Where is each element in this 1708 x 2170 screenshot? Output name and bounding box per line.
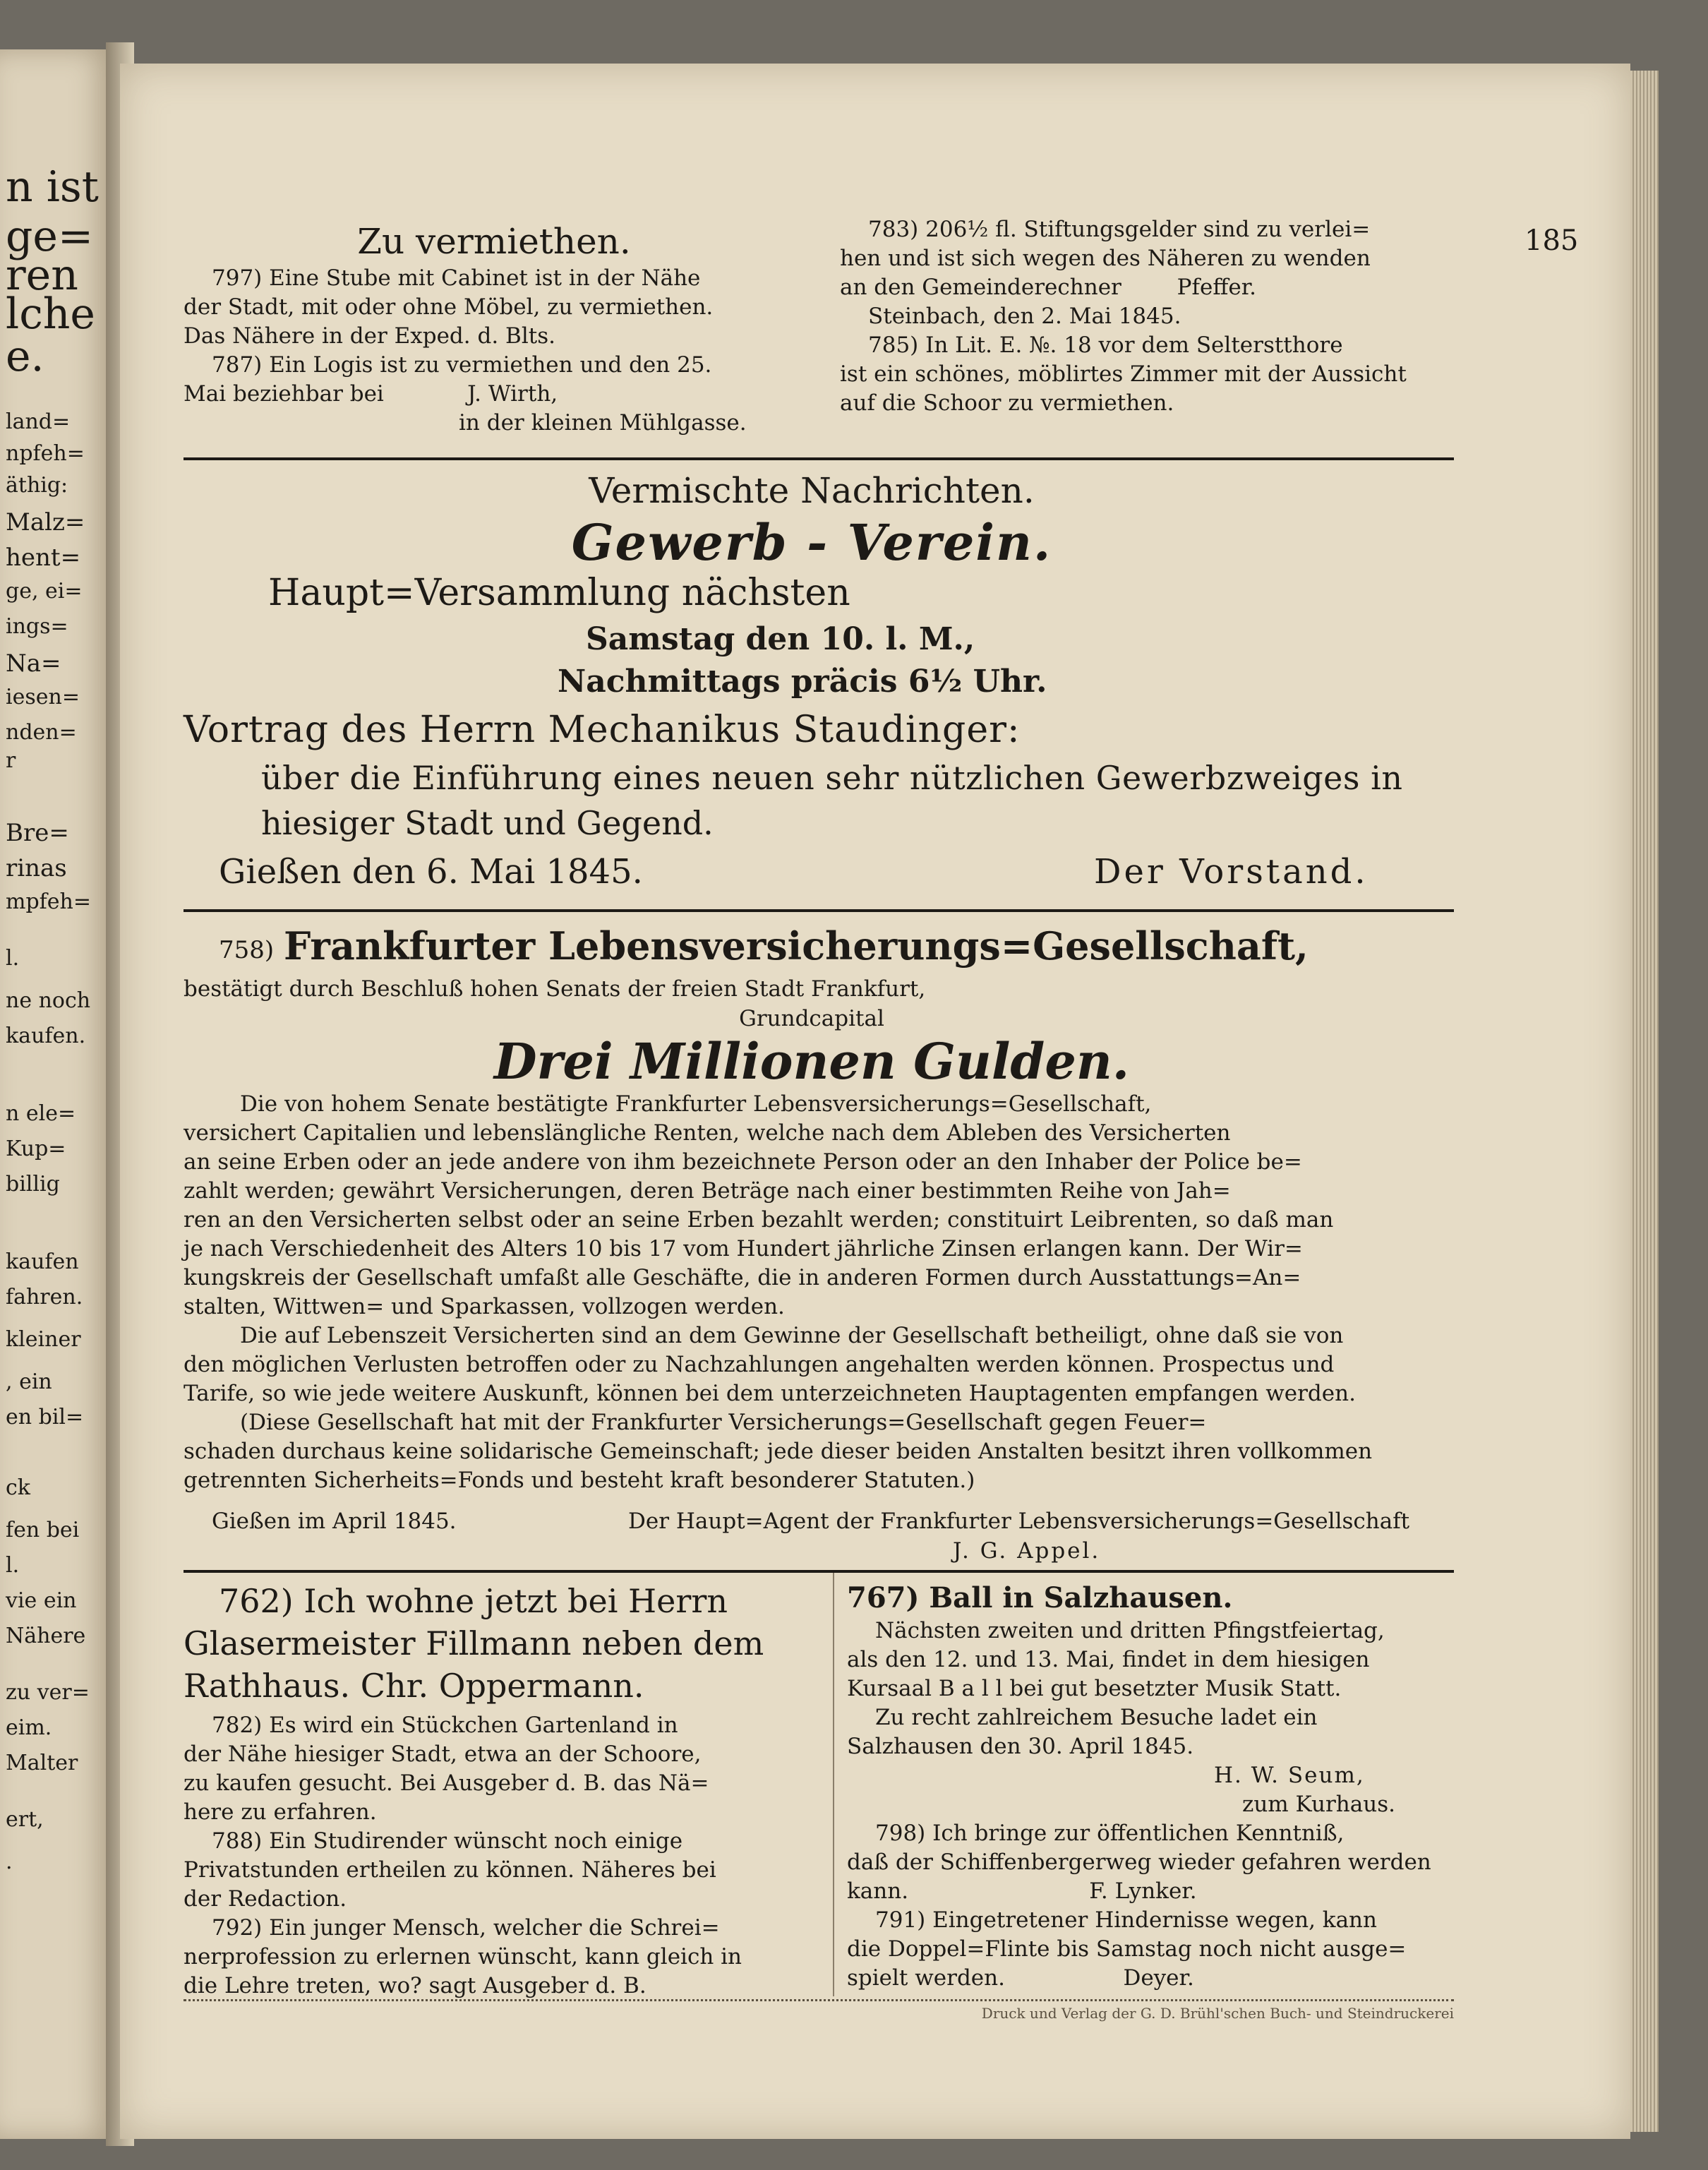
ad-line: 792) Ein junger Mensch, welcher die Schrei= (212, 1915, 720, 1941)
ad-line: Kursaal B a l l bei gut besetzter Musik Statt. (847, 1676, 1342, 1701)
left-page-fragment: ne noch (6, 988, 91, 1013)
insurance-body (184, 1090, 1454, 1495)
left-page-fragment: nden= (6, 720, 77, 745)
left-page-fragment: Bre= (6, 819, 69, 847)
ad-line: 785) In Lit. E. №. 18 vor dem Selterstthore (868, 332, 1343, 358)
insurance-body-line: stalten, Wittwen= und Sparkassen, vollzogen werden. (184, 1294, 785, 1319)
imprint-footer: Druck und Verlag der G. D. Brühl'schen Buch- und Steindruckerei (184, 1999, 1454, 2022)
ad-line: Rathhaus. Chr. Oppermann. (184, 1667, 644, 1705)
left-page-fragment: mpfeh= (6, 889, 91, 914)
left-page-fragment: kaufen (6, 1249, 79, 1274)
divider-rule (184, 1570, 1454, 1573)
ad-798 (847, 1819, 1468, 1906)
bottom-left-column (184, 1580, 819, 2001)
left-page-fragment: npfeh= (6, 441, 85, 466)
ad-line: 762) Ich wohne jetzt bei Herrn (219, 1582, 728, 1620)
ad-797 (184, 264, 889, 351)
insurance-sign-date: Gießen im April 1845. (212, 1509, 457, 1534)
ad-line: in der kleinen Mühlgasse. (459, 410, 747, 436)
left-page-fragment: zu ver= (6, 1680, 90, 1705)
section-heading: Zu vermiethen. (357, 221, 631, 262)
left-page-fragment: fen bei (6, 1518, 80, 1542)
ad-line: der Nähe hiesiger Stadt, etwa an der Schoore, (184, 1742, 702, 1767)
insurance-body-line: kungskreis der Gesellschaft umfaßt alle Geschäfte, die in anderen Formen durch Ausstattungs=An= (184, 1265, 1301, 1290)
ad-line: 791) Eingetretener Hindernisse wegen, kann (875, 1907, 1377, 1933)
ad-sign: H. W. Seum, (1214, 1763, 1365, 1788)
left-page-fragment: , ein (6, 1369, 52, 1394)
ad-783 (840, 215, 1475, 331)
agent-name: J. G. Appel. (953, 1538, 1101, 1564)
ad-792 (184, 1914, 819, 2001)
ad-line: als den 12. und 13. Mai, findet in dem hiesigen (847, 1647, 1370, 1672)
left-page-fragment: e. (6, 332, 44, 381)
left-page-fragment: vie ein (6, 1588, 77, 1613)
left-page-fragment: l. (6, 1553, 20, 1578)
bottom-right-column (847, 1580, 1468, 1993)
left-page-fragment: ge, ei= (6, 579, 83, 604)
ad-line: here zu erfahren. (184, 1799, 377, 1825)
ad-line: 788) Ein Studirender wünscht noch einige (212, 1828, 683, 1854)
ad-number: 758) (219, 936, 275, 964)
ad-line: Glasermeister Fillmann neben dem (184, 1624, 764, 1662)
left-page-fragment: iesen= (6, 685, 80, 709)
left-page-fragment: kleiner (6, 1327, 81, 1352)
ad-762 (184, 1580, 819, 1707)
left-page-fragment: billig (6, 1172, 60, 1197)
vermischte-heading: Vermischte Nachrichten. (589, 470, 1035, 511)
hiesiger-line: hiesiger Stadt und Gegend. (261, 804, 714, 842)
ad-line: Mai beziehbar bei J. Wirth, (184, 381, 558, 407)
ad-line: Nächsten zweiten und dritten Pfingstfeiertag, (875, 1618, 1385, 1643)
left-page-fragment: fahren. (6, 1285, 83, 1309)
ad-line: an den Gemeinderechner Pfeffer. (840, 275, 1256, 300)
left-page-fragment: ge= (6, 212, 94, 261)
ad-787 (184, 351, 889, 438)
left-page-fragment: en bil= (6, 1405, 84, 1429)
ad-line: daß der Schiffenbergerweg wieder gefahren werden (847, 1850, 1431, 1875)
column-divider (833, 1573, 834, 1996)
giessen-date: Gießen den 6. Mai 1845. (219, 852, 643, 892)
insurance-body-line: ren an den Versicherten selbst oder an seine Erben bezahlt werden; constituirt Leibrenten, so daß man (184, 1207, 1334, 1233)
versammlung-line: Haupt=Versammlung nächsten (268, 572, 850, 614)
ad-788 (184, 1827, 819, 1914)
ad-sign: zum Kurhaus. (1242, 1792, 1395, 1817)
ad-line: hen und ist sich wegen des Näheren zu wenden (840, 246, 1371, 271)
left-page-fragment: ren (6, 251, 78, 300)
grundcapital: Grundcapital (739, 1006, 884, 1031)
left-page-fragment: ck (6, 1475, 30, 1500)
ad-line: 797) Eine Stube mit Cabinet ist in der Nähe (212, 265, 701, 291)
left-page-fragment: kaufen. (6, 1024, 86, 1048)
insurance-body-line: Die auf Lebenszeit Versicherten sind an dem Gewinne der Gesellschaft betheiligt, ohne daß sie von (240, 1323, 1344, 1348)
left-page-fragment: . (6, 1850, 13, 1874)
left-page-fragment: rinas (6, 854, 67, 882)
left-page-fragment: r (6, 748, 16, 773)
vortrag-line: Vortrag des Herrn Mechanikus Staudinger: (184, 709, 1021, 751)
divider-rule (184, 909, 1454, 912)
left-page-fragment: ert, (6, 1807, 44, 1832)
ad-line: der Redaction. (184, 1886, 347, 1912)
insurance-body-line: zahlt werden; gewährt Versicherungen, deren Beträge nach einer bestimmten Reihe von Jah= (184, 1178, 1231, 1204)
ad-line: die Doppel=Flinte bis Samstag noch nicht ausge= (847, 1936, 1407, 1962)
left-page (0, 49, 113, 2139)
ad-line: nerprofession zu erlernen wünscht, kann gleich in (184, 1944, 742, 1970)
insurance-subtitle: bestätigt durch Beschluß hohen Senats der freien Stadt Frankfurt, (184, 976, 926, 1002)
ad-785 (840, 331, 1475, 418)
left-page-fragment: hent= (6, 544, 81, 572)
ad-line: spielt werden. Deyer. (847, 1965, 1194, 1991)
ad-line: Steinbach, den 2. Mai 1845. (868, 304, 1181, 329)
left-page-fragment: Kup= (6, 1137, 66, 1161)
left-page-fragment: l. (6, 946, 20, 971)
left-page-fragment: äthig: (6, 473, 68, 498)
left-page-fragment: Na= (6, 649, 61, 678)
insurance-body-line: versichert Capitalien und lebenslängliche Renten, welche nach dem Ableben des Versicherten (184, 1120, 1231, 1146)
ad-line: die Lehre treten, wo? sagt Ausgeber d. B. (184, 1973, 646, 1998)
ad-line: Zu recht zahlreichem Besuche ladet ein (875, 1705, 1318, 1730)
left-page-fragment: eim. (6, 1715, 52, 1740)
vorstand-sign: Der Vorstand. (1094, 852, 1369, 892)
left-page-fragment: lche (6, 289, 95, 339)
ad-782 (184, 1711, 819, 1827)
left-page-fragment: land= (6, 409, 71, 434)
ad-767-title: 767) Ball in Salzhausen. (847, 1581, 1233, 1614)
ad-line: 782) Es wird ein Stückchen Gartenland in (212, 1713, 678, 1738)
ueber-line: über die Einführung eines neuen sehr nützlichen Gewerbzweiges in (261, 759, 1403, 797)
left-page-fragment: Malz= (6, 508, 85, 536)
page-number: 185 (1524, 224, 1579, 257)
insurance-body-line: schaden durchaus keine solidarische Gemeinschaft; jede dieser beiden Anstalten besitzt ihren vollkommen (184, 1439, 1373, 1464)
insurance-title: Frankfurter Lebensversicherungs=Gesellschaft, (284, 923, 1309, 969)
insurance-sign-agent: Der Haupt=Agent der Frankfurter Lebensversicherungs=Gesellschaft (628, 1509, 1410, 1534)
insurance-body-line: Tarife, so wie jede weitere Auskunft, können bei dem unterzeichneten Hauptagenten empfangen werden. (184, 1381, 1356, 1406)
left-page-fragment: n ist (6, 162, 99, 212)
gewerb-verein-title: Gewerb - Verein. (571, 513, 1052, 572)
left-page-fragment: n ele= (6, 1101, 76, 1126)
ad-line: der Stadt, mit oder ohne Möbel, zu vermiethen. (184, 294, 714, 320)
ad-line: Salzhausen den 30. April 1845. (847, 1734, 1194, 1759)
ad-767 (847, 1617, 1468, 1819)
left-page-fragment: ings= (6, 614, 68, 639)
ad-line: 798) Ich bringe zur öffentlichen Kenntniß, (875, 1821, 1345, 1846)
ad-line: auf die Schoor zu vermiethen. (840, 390, 1174, 416)
left-page-fragment: Malter (6, 1751, 78, 1775)
zu-vermiethen-section (184, 219, 889, 438)
ad-line: ist ein schönes, möblirtes Zimmer mit der Aussicht (840, 361, 1407, 387)
insurance-body-line: (Diese Gesellschaft hat mit der Frankfurter Versicherungs=Gesellschaft gegen Feuer= (240, 1410, 1207, 1435)
ad-line: 787) Ein Logis ist zu vermiethen und den 25. (212, 352, 712, 378)
left-page-fragment: Nähere (6, 1624, 86, 1648)
insurance-body-line: an seine Erben oder an jede andere von ihm bezeichnete Person oder an den Inhaber der Police be= (184, 1149, 1302, 1175)
insurance-body-line: den möglichen Verlusten betroffen oder zu Nachzahlungen angehalten werden können. Prospectus und (184, 1352, 1335, 1377)
nachmittags-line: Nachmittags präcis 6¹⁄₂ Uhr. (558, 664, 1047, 700)
ad-line: zu kaufen gesucht. Bei Ausgeber d. B. das Nä= (184, 1770, 709, 1796)
ad-791 (847, 1906, 1468, 1993)
insurance-body-line: getrennten Sicherheits=Fonds und besteht kraft besonderer Statuten.) (184, 1468, 975, 1493)
right-top-section (840, 215, 1475, 418)
insurance-body-line: Die von hohem Senate bestätigte Frankfurter Lebensversicherungs=Gesellschaft, (240, 1091, 1152, 1117)
ad-line: Das Nähere in der Exped. d. Blts. (184, 323, 555, 349)
ad-line: 783) 206¹⁄₂ fl. Stiftungsgelder sind zu verlei= (868, 217, 1371, 242)
ad-line: Privatstunden ertheilen zu können. Näheres bei (184, 1857, 716, 1883)
divider-rule (184, 457, 1454, 460)
capital-amount: Drei Millionen Gulden. (493, 1032, 1130, 1091)
ad-line: kann. F. Lynker. (847, 1878, 1197, 1904)
samstag-line: Samstag den 10. l. M., (586, 621, 975, 657)
newspaper-page (120, 64, 1630, 2139)
insurance-body-line: je nach Verschiedenheit des Alters 10 bis 17 vom Hundert jährliche Zinsen erlangen kann. Der Wir= (184, 1236, 1303, 1261)
